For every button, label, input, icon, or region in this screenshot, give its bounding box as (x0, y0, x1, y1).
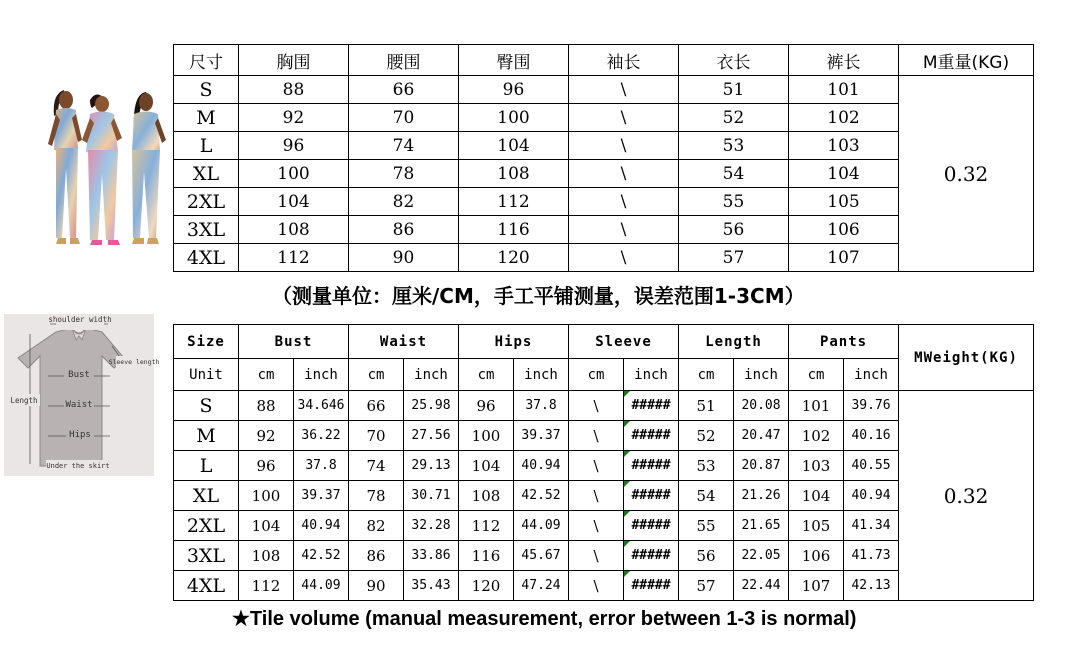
value-cell: 78 (349, 481, 404, 511)
value-cell: 39.76 (844, 391, 899, 421)
value-cell: 21.65 (734, 511, 789, 541)
sleeve-label: Sleeve length (108, 358, 160, 366)
value-cell: ##### (624, 541, 679, 571)
value-cell: 86 (349, 216, 459, 244)
header-cell: Size (174, 325, 239, 359)
waist-label: Waist (65, 400, 93, 410)
value-cell: 104 (239, 188, 349, 216)
header-cell: 裤长 (789, 45, 899, 76)
value-cell: 104 (459, 132, 569, 160)
value-cell: \ (569, 104, 679, 132)
header-cell: 衣长 (679, 45, 789, 76)
value-cell: \ (569, 76, 679, 104)
value-cell: 74 (349, 132, 459, 160)
size-cell: 3XL (174, 541, 239, 571)
header-cell: 胸围 (239, 45, 349, 76)
measurement-note-english: ★Tile volume (manual measurement, error between 1-3 is normal) (232, 608, 857, 630)
value-cell: 96 (459, 391, 514, 421)
header-cell: M重量(KG) (899, 45, 1034, 76)
value-cell: 112 (459, 188, 569, 216)
value-cell: 56 (679, 541, 734, 571)
value-cell: 104 (789, 481, 844, 511)
value-cell: 39.37 (294, 481, 349, 511)
header-cell: Pants (789, 325, 899, 359)
header-cell: Hips (459, 325, 569, 359)
unit-cell: inch (404, 359, 459, 391)
value-cell: 106 (789, 216, 899, 244)
value-cell: ##### (624, 421, 679, 451)
value-cell: \ (569, 244, 679, 272)
value-cell: 41.73 (844, 541, 899, 571)
value-cell: 33.86 (404, 541, 459, 571)
value-cell: 88 (239, 76, 349, 104)
size-cell: 3XL (174, 216, 239, 244)
hips-label: Hips (69, 430, 91, 440)
value-cell: 21.26 (734, 481, 789, 511)
value-cell: 54 (679, 481, 734, 511)
header-cell: 袖长 (569, 45, 679, 76)
value-cell: 40.55 (844, 451, 899, 481)
value-cell: \ (569, 160, 679, 188)
header-cell: Length (679, 325, 789, 359)
value-cell: 86 (349, 541, 404, 571)
value-cell: 108 (239, 541, 294, 571)
value-cell: 40.94 (514, 451, 569, 481)
value-cell: \ (569, 421, 624, 451)
unit-cell: inch (734, 359, 789, 391)
value-cell: 45.67 (514, 541, 569, 571)
value-cell: 66 (349, 76, 459, 104)
measurement-diagram (4, 314, 160, 476)
unit-cell: cm (239, 359, 294, 391)
unit-cell: cm (569, 359, 624, 391)
size-cell: M (174, 104, 239, 132)
value-cell: 70 (349, 421, 404, 451)
value-cell: 101 (789, 76, 899, 104)
header-cell: 臀围 (459, 45, 569, 76)
value-cell: 42.52 (514, 481, 569, 511)
value-cell: 116 (459, 216, 569, 244)
value-cell: 52 (679, 104, 789, 132)
value-cell: 29.13 (404, 451, 459, 481)
value-cell: 105 (789, 188, 899, 216)
header-cell: Sleeve (569, 325, 679, 359)
size-cell: XL (174, 481, 239, 511)
value-cell: 34.646 (294, 391, 349, 421)
value-cell: 42.52 (294, 541, 349, 571)
value-cell: 100 (239, 481, 294, 511)
value-cell: 101 (789, 391, 844, 421)
header-cell: 尺寸 (174, 45, 239, 76)
shoulder-label: shoulder width (48, 315, 112, 324)
value-cell: 96 (239, 132, 349, 160)
value-cell: 36.22 (294, 421, 349, 451)
value-cell: 57 (679, 244, 789, 272)
value-cell: 102 (789, 104, 899, 132)
value-cell: 108 (239, 216, 349, 244)
value-cell: 37.8 (294, 451, 349, 481)
header-cell: Bust (239, 325, 349, 359)
value-cell: 39.37 (514, 421, 569, 451)
value-cell: 22.05 (734, 541, 789, 571)
value-cell: 51 (679, 76, 789, 104)
value-cell: 103 (789, 451, 844, 481)
value-cell: 44.09 (294, 571, 349, 601)
value-cell: 90 (349, 571, 404, 601)
weight-cell: 0.32 (899, 76, 1034, 272)
value-cell: 20.47 (734, 421, 789, 451)
table-row (174, 391, 1034, 421)
value-cell: 104 (459, 451, 514, 481)
value-cell: ##### (624, 391, 679, 421)
value-cell: 55 (679, 188, 789, 216)
value-cell: \ (569, 541, 624, 571)
unit-cell: inch (514, 359, 569, 391)
value-cell: 52 (679, 421, 734, 451)
value-cell: 56 (679, 216, 789, 244)
value-cell: 78 (349, 160, 459, 188)
value-cell: \ (569, 188, 679, 216)
unit-cell: cm (679, 359, 734, 391)
length-label: Length (10, 396, 38, 405)
value-cell: 40.94 (294, 511, 349, 541)
size-cell: L (174, 132, 239, 160)
size-cell: XL (174, 160, 239, 188)
models-photo (34, 88, 174, 248)
value-cell: 120 (459, 571, 514, 601)
size-cell: S (174, 391, 239, 421)
value-cell: 82 (349, 188, 459, 216)
value-cell: 20.08 (734, 391, 789, 421)
value-cell: 108 (459, 481, 514, 511)
value-cell: 120 (459, 244, 569, 272)
value-cell: 44.09 (514, 511, 569, 541)
value-cell: 96 (459, 76, 569, 104)
value-cell: 90 (349, 244, 459, 272)
value-cell: 57 (679, 571, 734, 601)
unit-label-cell: Unit (174, 359, 239, 391)
value-cell: 102 (789, 421, 844, 451)
value-cell: 82 (349, 511, 404, 541)
value-cell: 30.71 (404, 481, 459, 511)
value-cell: 107 (789, 244, 899, 272)
value-cell: 105 (789, 511, 844, 541)
value-cell: 47.24 (514, 571, 569, 601)
measurement-note-chinese: （测量单位：厘米/CM，手工平铺测量，误差范围1-3CM） (272, 284, 805, 308)
unit-cell: inch (294, 359, 349, 391)
value-cell: 51 (679, 391, 734, 421)
bust-label: Bust (68, 370, 90, 380)
value-cell: 112 (239, 571, 294, 601)
size-cell: 4XL (174, 244, 239, 272)
value-cell: 22.44 (734, 571, 789, 601)
value-cell: 53 (679, 132, 789, 160)
value-cell: 107 (789, 571, 844, 601)
value-cell: ##### (624, 571, 679, 601)
value-cell: 53 (679, 451, 734, 481)
value-cell: 66 (349, 391, 404, 421)
unit-cell: cm (459, 359, 514, 391)
value-cell: 112 (239, 244, 349, 272)
value-cell: \ (569, 132, 679, 160)
value-cell: \ (569, 571, 624, 601)
size-cell: S (174, 76, 239, 104)
value-cell: 116 (459, 541, 514, 571)
value-cell: 100 (459, 104, 569, 132)
value-cell: 112 (459, 511, 514, 541)
value-cell: \ (569, 391, 624, 421)
value-cell: 92 (239, 104, 349, 132)
header-cell: MWeight(KG) (899, 325, 1034, 391)
value-cell: 35.43 (404, 571, 459, 601)
value-cell: \ (569, 451, 624, 481)
value-cell: 108 (459, 160, 569, 188)
value-cell: 88 (239, 391, 294, 421)
value-cell: 70 (349, 104, 459, 132)
value-cell: 103 (789, 132, 899, 160)
value-cell: 74 (349, 451, 404, 481)
table-row (174, 76, 1034, 104)
value-cell: 92 (239, 421, 294, 451)
value-cell: 40.16 (844, 421, 899, 451)
value-cell: 96 (239, 451, 294, 481)
value-cell: 106 (789, 541, 844, 571)
value-cell: 25.98 (404, 391, 459, 421)
size-cell: M (174, 421, 239, 451)
chinese-size-table (173, 44, 1034, 272)
value-cell: 27.56 (404, 421, 459, 451)
unit-cell: inch (844, 359, 899, 391)
unit-cell: cm (349, 359, 404, 391)
header-row (174, 45, 1034, 76)
value-cell: 55 (679, 511, 734, 541)
value-cell: 100 (239, 160, 349, 188)
value-cell: 20.87 (734, 451, 789, 481)
size-cell: 2XL (174, 188, 239, 216)
value-cell: 54 (679, 160, 789, 188)
header-cell: Waist (349, 325, 459, 359)
value-cell: 41.34 (844, 511, 899, 541)
unit-cell: cm (789, 359, 844, 391)
value-cell: ##### (624, 481, 679, 511)
value-cell: \ (569, 511, 624, 541)
value-cell: ##### (624, 451, 679, 481)
value-cell: \ (569, 216, 679, 244)
value-cell: 100 (459, 421, 514, 451)
hem-label: Under the skirt (46, 462, 110, 470)
header-row (174, 325, 1034, 359)
size-cell: 2XL (174, 511, 239, 541)
value-cell: ##### (624, 511, 679, 541)
value-cell: 40.94 (844, 481, 899, 511)
value-cell: 104 (239, 511, 294, 541)
unit-cell: inch (624, 359, 679, 391)
value-cell: 104 (789, 160, 899, 188)
size-cell: 4XL (174, 571, 239, 601)
value-cell: 42.13 (844, 571, 899, 601)
header-cell: 腰围 (349, 45, 459, 76)
value-cell: 37.8 (514, 391, 569, 421)
weight-cell: 0.32 (899, 391, 1034, 601)
size-cell: L (174, 451, 239, 481)
value-cell: 32.28 (404, 511, 459, 541)
english-size-table (173, 324, 1034, 601)
value-cell: \ (569, 481, 624, 511)
